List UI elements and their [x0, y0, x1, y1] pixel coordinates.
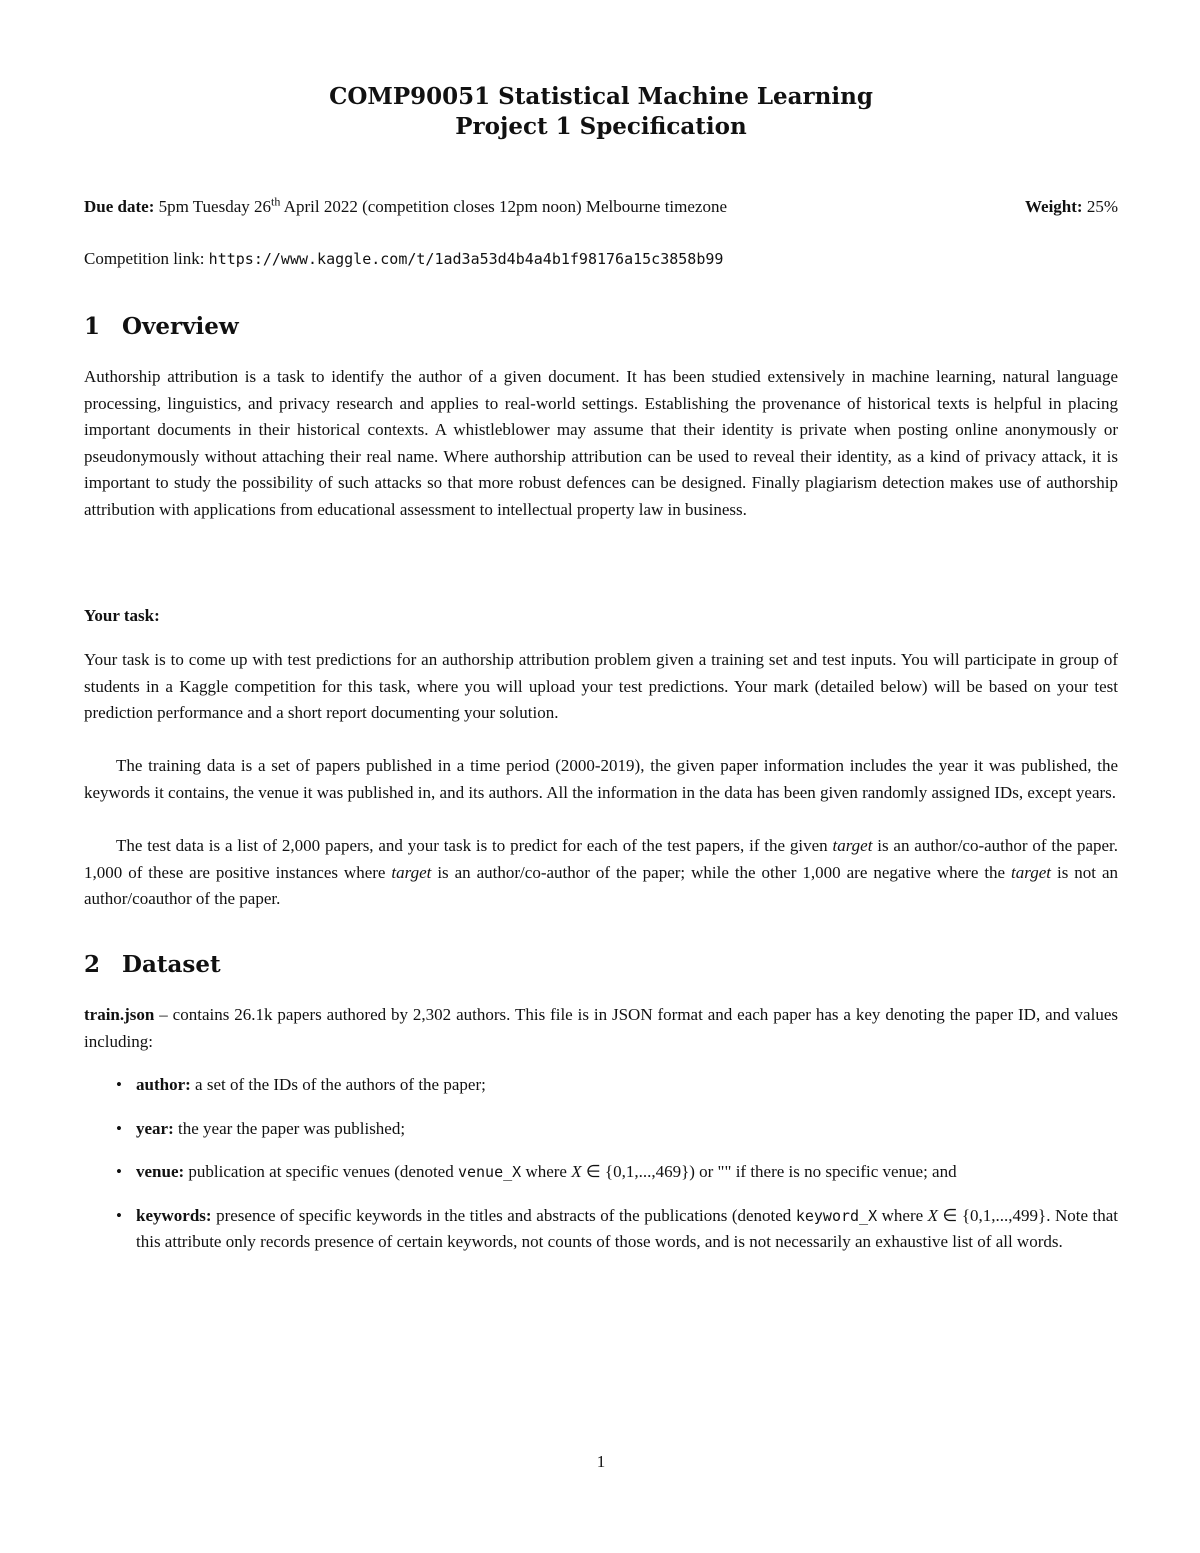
bullet: •: [116, 1118, 122, 1138]
section-title: Overview: [122, 313, 239, 340]
document-title: [84, 82, 1118, 142]
field-var: X: [927, 1205, 939, 1225]
list-item: [84, 1116, 1118, 1143]
page-number: 1: [596, 1452, 606, 1471]
list-item: [84, 1159, 1118, 1186]
section-number: 2: [84, 951, 101, 978]
file-name: train.json: [84, 1005, 155, 1024]
task-paragraph-1: Your task is to come up with test predictions for an authorship attribution problem given a training set and test inputs. You will participate in group of students in a Kaggle competition for this task, where you will upload your test predictions. Your mark (detailed below) will be based on your test prediction performance and a short report documenting your solution.: [84, 650, 1118, 723]
field-text: publication at specific venues (denoted: [184, 1162, 458, 1182]
list-item: [84, 1203, 1118, 1256]
section-heading-overview: [84, 312, 239, 342]
bullet: •: [116, 1205, 122, 1225]
target-term: target: [391, 862, 432, 882]
weight: [1025, 194, 1118, 220]
due-date-text-rest: April 2022 (competition closes 12pm noon) Melbourne timezone: [280, 197, 728, 216]
field-label: year:: [136, 1118, 174, 1138]
overview-paragraph: Authorship attribution is a task to identify the author of a given document. It has been studied extensively in machine learning, natural language processing, linguistics, and privacy research and applies to real-world settings. Establishing the provenance of historical texts is helpful in placing important documents in their historical contexts. A whistleblower may assume that their identity is private when posting online anonymously or pseudonymously without attaching their real name. Where authorship attribution can be used to reveal their identity, as a kind of privacy attack, it is important to study the possibility of such attacks so that more robust defences can be designed. Finally plagiarism detection makes use of authorship attribution with applications from educational assessment to intellectual property law in business.: [84, 367, 1118, 519]
title-line-2: Project 1 Specification: [455, 113, 747, 140]
task-paragraph-2: The training data is a set of papers published in a time period (2000-2019), the given paper information includes the year it was published, the keywords it contains, the venue it was published in, and its authors. All the information in the data has been given randomly assigned IDs, except years.: [84, 756, 1118, 802]
train-json-description: [84, 1002, 1118, 1055]
field-text: ∈ {0,1,...,469}) or "" if there is no specific venue; and: [581, 1162, 957, 1182]
task-p3-text: is not an author/coauthor of the paper.: [84, 862, 1118, 909]
field-text: ∈ {0,1,...,499}. Note that this attribute only records presence of certain keywords, not counts of those words, and is not necessarily an exhaustive list of all words.: [136, 1205, 1118, 1252]
target-term: target: [832, 836, 873, 855]
bullet: •: [116, 1075, 122, 1094]
target-term: target: [1011, 862, 1052, 882]
field-list: [84, 1072, 1118, 1273]
task-paragraph-3: [84, 833, 1118, 913]
field-code: keyword_X: [795, 1206, 878, 1225]
field-label: keywords:: [136, 1205, 212, 1225]
field-label: venue:: [136, 1162, 185, 1182]
weight-value: 25%: [1082, 197, 1118, 216]
due-date-text: 5pm Tuesday 26: [154, 197, 272, 216]
title-line-1: COMP90051 Statistical Machine Learning: [329, 83, 873, 110]
field-text: where: [877, 1205, 928, 1225]
section-number: 1: [84, 313, 101, 340]
due-date-label: Due date:: [84, 197, 155, 216]
due-date-row: [84, 194, 1118, 220]
field-var: X: [571, 1162, 582, 1182]
field-text: where: [521, 1162, 572, 1182]
competition-link-label: Competition link:: [84, 249, 209, 268]
due-date-superscript: th: [271, 194, 281, 209]
field-code: venue_X: [457, 1163, 522, 1182]
competition-link-row: [84, 246, 723, 272]
field-text: a set of the IDs of the authors of the paper;: [190, 1075, 486, 1094]
bullet: •: [116, 1162, 122, 1182]
task-p3-text: is an author/co-author of the paper. 1,000 of these are positive instances where: [84, 836, 1119, 882]
field-text: the year the paper was published;: [173, 1118, 406, 1138]
task-p3-text: is an author/co-author of the paper; while the other 1,000 are negative where the: [431, 862, 1012, 882]
field-text: presence of specific keywords in the titles and abstracts of the publications (denoted: [211, 1205, 796, 1225]
weight-label: Weight:: [1024, 197, 1083, 216]
section-heading-dataset: [84, 950, 221, 980]
section-title: Dataset: [122, 951, 221, 978]
task-p3-text: The test data is a list of 2,000 papers, and your task is to predict for each of the test papers, if the given: [116, 836, 833, 855]
competition-link-url[interactable]: https://www.kaggle.com/t/1ad3a53d4b4a4b1f98176a15c3858b99: [208, 250, 724, 268]
task-heading: Your task:: [84, 606, 160, 625]
field-label: author:: [136, 1075, 191, 1094]
file-description: – contains 26.1k papers authored by 2,302 authors. This file is in JSON format and each paper has a key denoting the paper ID, and values including:: [84, 1005, 1118, 1051]
list-item: [84, 1072, 1118, 1099]
